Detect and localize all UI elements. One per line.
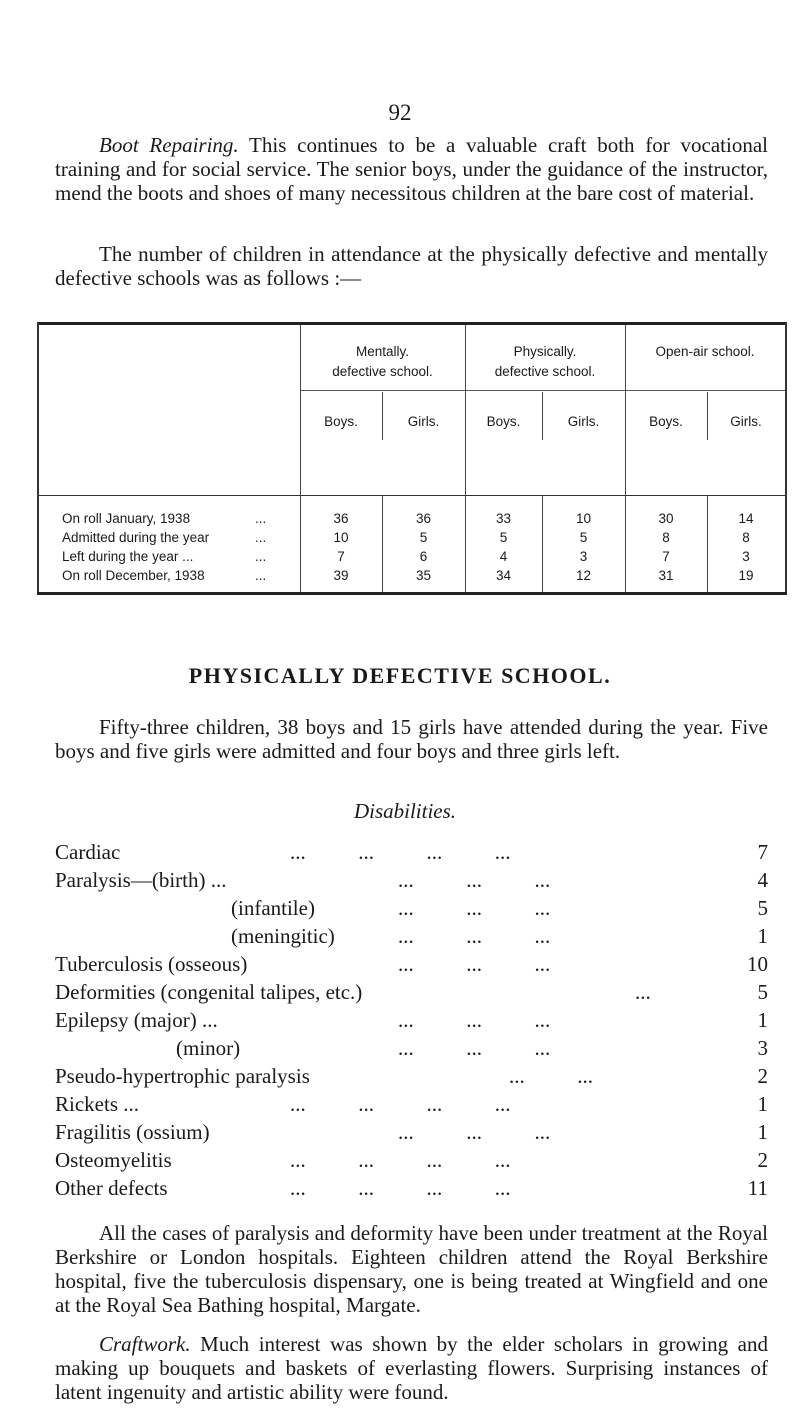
disability-name: Osteomyelitis [55, 1148, 172, 1172]
row-label: Admitted during the year [62, 530, 210, 545]
subheader-boys: Boys. [649, 414, 683, 429]
row-label: On roll December, 1938 [62, 568, 205, 583]
table-cell: 5 [499, 530, 508, 545]
craftwork-text: Much interest was shown by the elder scholars in growing and making up bouquets and baskets of everlasting flowers. Surprising instances of latent ingenuity and artistic ability were found. [55, 1332, 768, 1404]
list-item [55, 952, 768, 980]
table-cell: 3 [579, 549, 588, 564]
disability-name: Fragilitis (ossium) [55, 1120, 210, 1144]
table-cell: 31 [658, 568, 674, 583]
disability-name: Deformities (congenital talipes, etc.) [55, 980, 363, 1004]
list-item [55, 1148, 768, 1176]
table-cell: 7 [662, 549, 670, 564]
craftwork-paragraph [55, 1332, 768, 1404]
disability-name: Other defects [55, 1176, 168, 1200]
attendance-intro: The number of children in attendance at the physically defective and mentally defective schools was as follows :— [55, 242, 768, 290]
row-label: Left during the year ... [62, 549, 194, 564]
subheader-boys: Boys. [324, 414, 358, 429]
table-cell: 7 [337, 549, 345, 564]
group-rule [466, 390, 625, 391]
leader-dots: ... ... [509, 1064, 593, 1088]
table-cell: 12 [575, 568, 592, 583]
disability-name: Pseudo-hypertrophic paralysis [55, 1064, 310, 1088]
leader-dots: ... ... ... ... [290, 1176, 511, 1200]
row-label: On roll January, 1938 [62, 511, 191, 526]
list-item [55, 980, 768, 1008]
table-cell: 19 [738, 568, 754, 583]
list-item [55, 924, 768, 952]
group-rule [626, 390, 785, 391]
list-item [55, 1092, 768, 1120]
leader-dots: ... ... ... [398, 1008, 551, 1032]
group-header-mentally-defective: Mentally. defective school. [332, 344, 433, 379]
leader-dots: ... ... ... [398, 1120, 551, 1144]
table-cell: 36 [333, 511, 349, 526]
disability-count: 5 [757, 896, 768, 920]
disability-name: Rickets ... [55, 1092, 139, 1116]
attendance-table [37, 322, 787, 597]
group-header-physically-defective: Physically. defective school. [494, 344, 596, 379]
disability-name: Cardiac [55, 840, 121, 864]
disability-count: 11 [747, 1176, 768, 1200]
leader-dots: ... ... ... ... [290, 1092, 511, 1116]
subheader-girls: Girls. [567, 414, 600, 429]
row-leader: ... [255, 511, 267, 526]
table-cell: 5 [419, 530, 428, 545]
table-cell: 33 [495, 511, 512, 526]
disability-count: 3 [757, 1036, 768, 1060]
disability-count: 7 [757, 840, 768, 864]
group-header-open-air: Open-air school. [655, 344, 755, 359]
disabilities-title: Disabilities. [353, 799, 457, 823]
summary-paragraph: Fifty-three children, 38 boys and 15 girls have attended during the year. Five boys and five girls were admitted and four boys and three girls left. [55, 715, 768, 763]
table-cell: 39 [333, 568, 349, 583]
table-cell: 8 [742, 530, 750, 545]
table-cell: 5 [579, 530, 588, 545]
table-header-rule [37, 495, 787, 496]
group-rule [301, 390, 465, 391]
disability-name: Epilepsy (major) ... [55, 1008, 218, 1032]
table-left-rule [37, 322, 39, 595]
list-item [55, 896, 768, 924]
boot-repairing-text: This continues to be a valuable craft both for vocational training and for social service. The senior boys, under the guidance of the instructor, mend the boots and shoes of many necessitous children at the bare cost of material. [55, 133, 768, 205]
disability-count: 5 [757, 980, 768, 1004]
leader-dots: ... ... ... [398, 868, 551, 892]
list-item [55, 1064, 768, 1092]
subheader-boys: Boys. [486, 414, 521, 429]
table-right-rule [785, 322, 787, 595]
disability-name: Paralysis—(birth) ... [55, 868, 227, 892]
table-cell: 14 [738, 511, 754, 526]
boot-repairing-paragraph [55, 133, 768, 205]
table-bottom-rule [37, 592, 787, 595]
row-leader: ... [255, 549, 267, 564]
table-cell: 4 [499, 549, 508, 564]
leader-dots: ... ... ... [398, 924, 551, 948]
list-item [55, 1036, 768, 1064]
table-cell: 34 [495, 568, 512, 583]
section-heading: PHYSICALLY DEFECTIVE SCHOOL. [188, 663, 612, 688]
leader-dots: ... ... ... [398, 952, 551, 976]
disability-name: (infantile) [231, 896, 315, 920]
boot-repairing-title: Boot Repairing. [99, 133, 239, 157]
leader-dots: ... ... ... [398, 896, 551, 920]
disability-count: 2 [757, 1064, 768, 1088]
craftwork-title: Craftwork. [99, 1332, 191, 1356]
disability-count: 1 [757, 924, 768, 948]
list-item [55, 1176, 768, 1204]
list-item [55, 1120, 768, 1148]
row-leader: ... [255, 568, 267, 583]
disability-count: 10 [747, 952, 768, 976]
table-cell: 10 [333, 530, 349, 545]
table-cell: 35 [415, 568, 432, 583]
disability-name: (meningitic) [231, 924, 335, 948]
table-top-rule [37, 322, 787, 325]
subheader-girls: Girls. [730, 414, 762, 429]
leader-dots: ... ... ... ... [290, 1148, 511, 1172]
disability-count: 1 [757, 1092, 768, 1116]
disability-count: 1 [757, 1120, 768, 1144]
leader-dots: ... [635, 980, 651, 1004]
table-cell: 8 [662, 530, 670, 545]
leader-dots: ... ... ... [398, 1036, 551, 1060]
disability-count: 4 [757, 868, 768, 892]
table-cell: 3 [742, 549, 750, 564]
list-item [55, 1008, 768, 1036]
list-item [55, 840, 768, 868]
table-cell: 6 [419, 549, 428, 564]
row-leader: ... [255, 530, 267, 545]
subheader-girls: Girls. [407, 414, 440, 429]
table-cell: 36 [415, 511, 432, 526]
list-item [55, 868, 768, 896]
table-cell: 30 [658, 511, 674, 526]
leader-dots: ... ... ... ... [290, 840, 511, 864]
table-cell: 10 [575, 511, 592, 526]
disability-name: Tuberculosis (osseous) [55, 952, 248, 976]
disability-name: (minor) [176, 1036, 241, 1060]
treatment-paragraph: All the cases of paralysis and deformity have been under treatment at the Royal Berkshire or London hospitals. Eighteen children attend the Royal Berkshire hospital, five the tuberculosis dispensary, one is being treated at Wingfield and one at the Royal Sea Bathing hospital, Margate. [55, 1221, 768, 1317]
page-number: 92 [388, 100, 412, 125]
disability-count: 1 [757, 1008, 768, 1032]
disability-count: 2 [757, 1148, 768, 1172]
